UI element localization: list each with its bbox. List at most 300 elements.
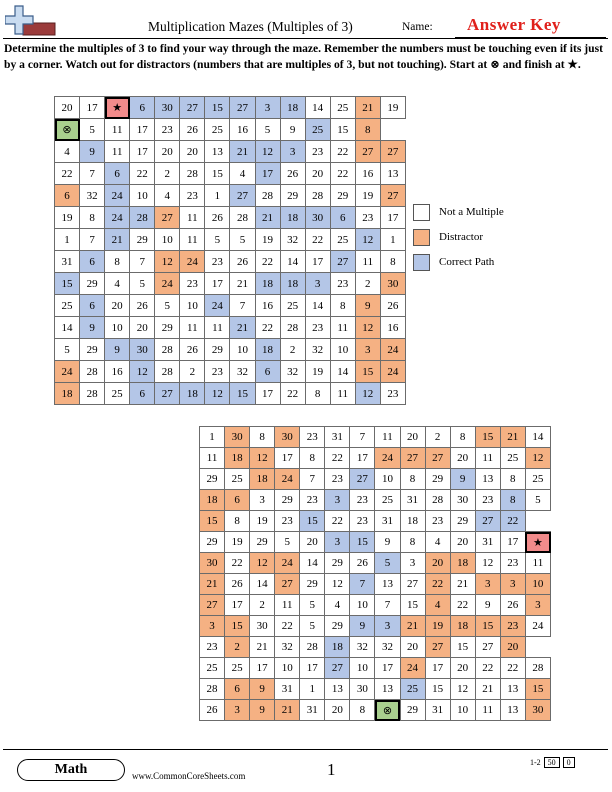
legend-item bbox=[413, 204, 583, 220]
maze-cell: 3 bbox=[475, 574, 500, 595]
maze-cell: 6 bbox=[80, 295, 105, 317]
maze-cell: 32 bbox=[350, 637, 375, 658]
score-total: 50 bbox=[544, 757, 560, 768]
maze-cell: 30 bbox=[380, 273, 405, 295]
maze-cell: 14 bbox=[250, 574, 275, 595]
maze-cell: 18 bbox=[325, 637, 350, 658]
maze-cell: 32 bbox=[375, 637, 400, 658]
maze-cell: 12 bbox=[355, 229, 380, 251]
maze-cell: 9 bbox=[375, 532, 400, 553]
maze-cell: 12 bbox=[250, 553, 275, 574]
maze-cell: 15 bbox=[205, 97, 230, 119]
maze-cell: 3 bbox=[250, 490, 275, 511]
maze-cell: 8 bbox=[400, 469, 425, 490]
maze-cell: 28 bbox=[230, 207, 255, 229]
start-cell: ⊗ bbox=[55, 119, 80, 141]
maze-cell: 6 bbox=[105, 163, 130, 185]
maze-cell: 24 bbox=[180, 251, 205, 273]
maze-cell: 10 bbox=[130, 185, 155, 207]
maze-cell: 29 bbox=[130, 229, 155, 251]
maze-cell: 24 bbox=[400, 658, 425, 679]
maze-cell: 15 bbox=[225, 616, 250, 637]
subject-badge: Math bbox=[17, 759, 125, 781]
maze-cell: 17 bbox=[425, 658, 450, 679]
maze-cell: 20 bbox=[500, 637, 525, 658]
maze-cell: 6 bbox=[55, 185, 80, 207]
maze-cell: 22 bbox=[280, 383, 305, 405]
maze-cell: 15 bbox=[55, 273, 80, 295]
maze-cell: 3 bbox=[200, 616, 225, 637]
maze-cell: 8 bbox=[330, 295, 355, 317]
maze-cell: 22 bbox=[500, 511, 525, 532]
maze-cell: 8 bbox=[350, 700, 375, 721]
maze-cell: 29 bbox=[450, 511, 475, 532]
finish-star-cell: ★ bbox=[105, 97, 130, 119]
maze-cell: 19 bbox=[305, 361, 330, 383]
maze-cell: 5 bbox=[55, 339, 80, 361]
legend-swatch bbox=[413, 254, 430, 271]
maze-cell: 18 bbox=[180, 383, 205, 405]
maze-row bbox=[200, 658, 551, 679]
maze-cell: 18 bbox=[280, 273, 305, 295]
maze-cell: 19 bbox=[425, 616, 450, 637]
maze-cell: 21 bbox=[255, 207, 280, 229]
maze-row bbox=[200, 616, 551, 637]
maze-cell: 26 bbox=[180, 339, 205, 361]
maze-cell: 21 bbox=[275, 700, 300, 721]
maze-cell: 16 bbox=[380, 317, 405, 339]
maze-cell: 25 bbox=[200, 658, 225, 679]
maze-cell: 25 bbox=[400, 679, 425, 700]
maze-cell: 17 bbox=[80, 97, 105, 119]
maze-cell: 9 bbox=[80, 317, 105, 339]
maze-cell: 22 bbox=[450, 595, 475, 616]
start-cell: ⊗ bbox=[375, 700, 400, 721]
maze-cell: 10 bbox=[525, 574, 550, 595]
legend-swatch bbox=[413, 204, 430, 221]
maze-cell: 10 bbox=[350, 658, 375, 679]
maze-cell: 30 bbox=[155, 97, 180, 119]
maze-cell: 17 bbox=[205, 273, 230, 295]
maze-cell: 26 bbox=[180, 119, 205, 141]
maze-cell: 10 bbox=[105, 317, 130, 339]
maze-cell: 26 bbox=[280, 163, 305, 185]
maze-cell: 11 bbox=[105, 141, 130, 163]
maze-cell: 18 bbox=[55, 383, 80, 405]
maze-row bbox=[200, 595, 551, 616]
maze-cell: 31 bbox=[55, 251, 80, 273]
maze-cell: 22 bbox=[330, 141, 355, 163]
maze-cell: 10 bbox=[275, 658, 300, 679]
maze-row bbox=[200, 511, 551, 532]
maze-cell: 25 bbox=[330, 229, 355, 251]
maze-cell: 18 bbox=[255, 273, 280, 295]
maze-cell: 17 bbox=[380, 207, 405, 229]
maze-cell: 27 bbox=[155, 383, 180, 405]
maze-cell: 10 bbox=[330, 339, 355, 361]
maze-cell: 11 bbox=[330, 317, 355, 339]
maze-cell: 29 bbox=[155, 317, 180, 339]
maze-cell: 2 bbox=[155, 163, 180, 185]
maze-cell: 31 bbox=[275, 679, 300, 700]
maze-cell: 29 bbox=[250, 532, 275, 553]
maze-cell: 8 bbox=[355, 119, 380, 141]
maze-cell: 14 bbox=[305, 295, 330, 317]
maze-cell: 17 bbox=[130, 119, 155, 141]
maze-row bbox=[55, 361, 406, 383]
maze-cell: 24 bbox=[380, 361, 405, 383]
maze-cell: 21 bbox=[230, 273, 255, 295]
maze-cell: 23 bbox=[300, 427, 325, 448]
maze-cell: 26 bbox=[230, 251, 255, 273]
maze-cell: 30 bbox=[225, 427, 250, 448]
maze-cell: 22 bbox=[500, 658, 525, 679]
maze-cell: 23 bbox=[305, 317, 330, 339]
maze-cell: 19 bbox=[225, 532, 250, 553]
maze-cell: 20 bbox=[105, 295, 130, 317]
maze-cell: 31 bbox=[325, 427, 350, 448]
maze-cell: 11 bbox=[180, 207, 205, 229]
maze-cell: 24 bbox=[205, 295, 230, 317]
legend-item bbox=[413, 254, 583, 270]
maze-row bbox=[55, 163, 406, 185]
maze-cell: 3 bbox=[500, 574, 525, 595]
maze-cell: 23 bbox=[300, 490, 325, 511]
maze-cell: 27 bbox=[400, 574, 425, 595]
maze-row bbox=[200, 532, 551, 553]
maze-cell: 23 bbox=[425, 511, 450, 532]
maze-cell: 21 bbox=[230, 141, 255, 163]
maze-cell: 10 bbox=[180, 295, 205, 317]
maze-cell: 23 bbox=[380, 383, 405, 405]
maze-cell: 23 bbox=[500, 553, 525, 574]
maze-row bbox=[55, 273, 406, 295]
maze-cell: 21 bbox=[400, 616, 425, 637]
math-plus-logo bbox=[5, 4, 57, 38]
maze-cell: 17 bbox=[225, 595, 250, 616]
maze-cell: 2 bbox=[280, 339, 305, 361]
maze-cell: 28 bbox=[155, 339, 180, 361]
maze-cell: 13 bbox=[325, 679, 350, 700]
maze-cell: 4 bbox=[155, 185, 180, 207]
maze-cell: 13 bbox=[205, 141, 230, 163]
maze-cell: 3 bbox=[355, 339, 380, 361]
maze-cell: 12 bbox=[130, 361, 155, 383]
maze-cell: 29 bbox=[425, 469, 450, 490]
legend-item bbox=[413, 229, 583, 245]
maze-row bbox=[55, 383, 406, 405]
maze-cell: 23 bbox=[500, 616, 525, 637]
maze-cell: 15 bbox=[525, 679, 550, 700]
maze-cell: 28 bbox=[425, 490, 450, 511]
maze-cell: 5 bbox=[130, 273, 155, 295]
maze-cell: 32 bbox=[280, 361, 305, 383]
maze-cell: 25 bbox=[225, 658, 250, 679]
maze-cell: 8 bbox=[80, 207, 105, 229]
maze-cell: 30 bbox=[200, 553, 225, 574]
maze-cell: 5 bbox=[375, 553, 400, 574]
maze-cell: 26 bbox=[205, 207, 230, 229]
maze-cell: 27 bbox=[380, 185, 405, 207]
maze-cell: 22 bbox=[255, 317, 280, 339]
maze-cell: 29 bbox=[325, 553, 350, 574]
maze-cell: 10 bbox=[375, 469, 400, 490]
maze-cell: 26 bbox=[500, 595, 525, 616]
maze-cell: 17 bbox=[255, 383, 280, 405]
maze-cell: 24 bbox=[155, 273, 180, 295]
maze-cell: 29 bbox=[400, 700, 425, 721]
maze-cell: 25 bbox=[55, 295, 80, 317]
maze-cell: 18 bbox=[250, 469, 275, 490]
maze-cell: 22 bbox=[325, 448, 350, 469]
maze-row bbox=[200, 490, 551, 511]
maze-cell: 25 bbox=[225, 469, 250, 490]
maze-cell: 2 bbox=[355, 273, 380, 295]
score-value: 0 bbox=[563, 757, 575, 768]
maze-cell: 26 bbox=[380, 295, 405, 317]
maze-cell: 15 bbox=[300, 511, 325, 532]
maze-cell: 22 bbox=[130, 163, 155, 185]
maze-cell: 13 bbox=[380, 163, 405, 185]
maze-cell: 12 bbox=[250, 448, 275, 469]
maze-cell: 16 bbox=[105, 361, 130, 383]
answer-key-label: Answer Key bbox=[467, 15, 561, 34]
maze-cell: 1 bbox=[205, 185, 230, 207]
maze-cell: 21 bbox=[105, 229, 130, 251]
maze-cell: 10 bbox=[155, 229, 180, 251]
maze-cell: 8 bbox=[225, 511, 250, 532]
maze-cell: 11 bbox=[200, 448, 225, 469]
maze-cell: 6 bbox=[80, 251, 105, 273]
legend-label: Distractor bbox=[439, 231, 483, 243]
maze-cell: 32 bbox=[80, 185, 105, 207]
maze-cell: 3 bbox=[400, 553, 425, 574]
maze-cell: 3 bbox=[325, 532, 350, 553]
maze-row bbox=[55, 185, 406, 207]
maze-cell: 4 bbox=[230, 163, 255, 185]
maze-cell: 30 bbox=[130, 339, 155, 361]
maze-cell: 17 bbox=[300, 658, 325, 679]
maze-cell: 20 bbox=[400, 427, 425, 448]
maze-cell: 23 bbox=[330, 273, 355, 295]
score-range: 1-2 bbox=[530, 758, 541, 767]
maze-cell: 29 bbox=[280, 185, 305, 207]
maze-cell: 6 bbox=[225, 490, 250, 511]
maze-cell: 13 bbox=[500, 679, 525, 700]
maze-cell: 14 bbox=[280, 251, 305, 273]
maze-cell: 15 bbox=[205, 163, 230, 185]
maze-cell: 18 bbox=[280, 97, 305, 119]
maze-cell: 9 bbox=[250, 700, 275, 721]
maze-cell: 20 bbox=[450, 448, 475, 469]
maze-cell: 20 bbox=[55, 97, 80, 119]
maze-cell: 7 bbox=[80, 229, 105, 251]
maze-cell: 25 bbox=[205, 119, 230, 141]
maze-cell: 29 bbox=[325, 616, 350, 637]
maze-cell: 28 bbox=[80, 383, 105, 405]
maze-cell: 19 bbox=[55, 207, 80, 229]
maze-cell: 25 bbox=[105, 383, 130, 405]
worksheet-title: Multiplication Mazes (Multiples of 3) bbox=[148, 19, 353, 34]
maze-cell: 4 bbox=[325, 595, 350, 616]
maze-cell: 13 bbox=[475, 469, 500, 490]
maze-cell: 14 bbox=[305, 97, 330, 119]
maze-cell: 30 bbox=[350, 679, 375, 700]
maze-cell: 28 bbox=[300, 637, 325, 658]
maze-2 bbox=[199, 426, 551, 721]
maze-cell: 9 bbox=[355, 295, 380, 317]
maze-row bbox=[55, 317, 406, 339]
maze-cell: 19 bbox=[250, 511, 275, 532]
site-url: www.CommonCoreSheets.com bbox=[132, 771, 246, 781]
maze-cell: 17 bbox=[305, 251, 330, 273]
maze-cell: 7 bbox=[230, 295, 255, 317]
maze-cell: 30 bbox=[305, 207, 330, 229]
maze-cell: 31 bbox=[375, 511, 400, 532]
maze-cell: 12 bbox=[475, 553, 500, 574]
maze-cell: 24 bbox=[105, 185, 130, 207]
maze-cell: 4 bbox=[425, 595, 450, 616]
maze-cell: 27 bbox=[230, 185, 255, 207]
maze-cell: 20 bbox=[450, 658, 475, 679]
maze-cell: 5 bbox=[275, 532, 300, 553]
maze-cell: 24 bbox=[380, 339, 405, 361]
maze-cell: 17 bbox=[255, 163, 280, 185]
maze-cell: 27 bbox=[425, 637, 450, 658]
maze-cell: 7 bbox=[130, 251, 155, 273]
maze-cell: 29 bbox=[330, 185, 355, 207]
maze-cell: 4 bbox=[105, 273, 130, 295]
maze-cell: 25 bbox=[330, 97, 355, 119]
maze-cell: 29 bbox=[275, 490, 300, 511]
maze-cell: 2 bbox=[250, 595, 275, 616]
maze-cell: 23 bbox=[205, 251, 230, 273]
maze-cell: 18 bbox=[400, 511, 425, 532]
maze-cell: 14 bbox=[330, 361, 355, 383]
maze-cell: 8 bbox=[400, 532, 425, 553]
maze-row bbox=[200, 637, 551, 658]
maze-cell: 23 bbox=[180, 185, 205, 207]
maze-cell: 15 bbox=[355, 361, 380, 383]
maze-cell: 5 bbox=[155, 295, 180, 317]
maze-cell: 12 bbox=[205, 383, 230, 405]
maze-cell: 3 bbox=[525, 595, 550, 616]
maze-cell: 14 bbox=[300, 553, 325, 574]
maze-cell: 11 bbox=[475, 700, 500, 721]
maze-cell: 18 bbox=[225, 448, 250, 469]
maze-cell: 15 bbox=[350, 532, 375, 553]
maze-cell: 5 bbox=[525, 490, 550, 511]
maze-cell: 20 bbox=[305, 163, 330, 185]
legend-swatch bbox=[413, 229, 430, 246]
maze-cell: 15 bbox=[200, 511, 225, 532]
maze-cell: 25 bbox=[375, 490, 400, 511]
maze-cell: 22 bbox=[330, 163, 355, 185]
maze-cell: 19 bbox=[380, 97, 405, 119]
maze-cell: 15 bbox=[330, 119, 355, 141]
maze-cell: 20 bbox=[325, 700, 350, 721]
maze-cell: 2 bbox=[225, 637, 250, 658]
maze-cell: 1 bbox=[300, 679, 325, 700]
maze-cell: 6 bbox=[130, 383, 155, 405]
maze-cell: 27 bbox=[200, 595, 225, 616]
maze-cell: 9 bbox=[280, 119, 305, 141]
maze-cell: 23 bbox=[355, 207, 380, 229]
maze-cell: 18 bbox=[450, 553, 475, 574]
maze-cell: 26 bbox=[225, 574, 250, 595]
maze-cell: 11 bbox=[375, 427, 400, 448]
legend-label: Correct Path bbox=[439, 256, 495, 268]
maze-cell: 3 bbox=[280, 141, 305, 163]
maze-cell: 17 bbox=[350, 448, 375, 469]
maze-cell: 22 bbox=[425, 574, 450, 595]
maze-cell: 29 bbox=[200, 469, 225, 490]
maze-cell: 4 bbox=[55, 141, 80, 163]
maze-cell: 20 bbox=[155, 141, 180, 163]
maze-cell: 16 bbox=[255, 295, 280, 317]
maze-cell: 7 bbox=[375, 595, 400, 616]
maze-cell: 27 bbox=[330, 251, 355, 273]
maze-row bbox=[55, 119, 406, 141]
maze-row bbox=[55, 295, 406, 317]
maze-cell: 8 bbox=[500, 469, 525, 490]
maze-cell: 19 bbox=[355, 185, 380, 207]
maze-cell: 30 bbox=[450, 490, 475, 511]
maze-cell: 29 bbox=[80, 339, 105, 361]
maze-cell: 7 bbox=[300, 469, 325, 490]
maze-cell: 9 bbox=[105, 339, 130, 361]
maze-cell: 8 bbox=[500, 490, 525, 511]
maze-cell: 25 bbox=[525, 469, 550, 490]
maze-cell: 9 bbox=[250, 679, 275, 700]
maze-cell: 23 bbox=[200, 637, 225, 658]
maze-cell: 28 bbox=[180, 163, 205, 185]
maze-cell: 22 bbox=[255, 251, 280, 273]
maze-cell: 27 bbox=[180, 97, 205, 119]
maze-cell: 26 bbox=[200, 700, 225, 721]
maze-cell: 25 bbox=[305, 119, 330, 141]
maze-row bbox=[200, 700, 551, 721]
maze-cell: 13 bbox=[375, 574, 400, 595]
maze-cell: 17 bbox=[250, 658, 275, 679]
maze-cell: 21 bbox=[500, 427, 525, 448]
maze-row bbox=[55, 339, 406, 361]
maze-cell: 17 bbox=[375, 658, 400, 679]
maze-cell: 27 bbox=[355, 141, 380, 163]
maze-row bbox=[200, 574, 551, 595]
maze-cell: 32 bbox=[280, 229, 305, 251]
maze-cell: 17 bbox=[130, 141, 155, 163]
maze-cell: 32 bbox=[305, 339, 330, 361]
maze-cell: 31 bbox=[425, 700, 450, 721]
finish-star-cell: ★ bbox=[525, 532, 550, 553]
maze-cell: 21 bbox=[450, 574, 475, 595]
maze-cell: 1 bbox=[200, 427, 225, 448]
maze-cell: 20 bbox=[180, 141, 205, 163]
maze-cell: 11 bbox=[275, 595, 300, 616]
maze-cell: 22 bbox=[325, 511, 350, 532]
maze-cell: 29 bbox=[80, 273, 105, 295]
maze-cell: 6 bbox=[130, 97, 155, 119]
maze-cell: 14 bbox=[55, 317, 80, 339]
maze-cell: 9 bbox=[80, 141, 105, 163]
maze-cell: 3 bbox=[255, 97, 280, 119]
maze-cell: 28 bbox=[130, 207, 155, 229]
maze-cell: 3 bbox=[305, 273, 330, 295]
maze-cell: 5 bbox=[80, 119, 105, 141]
maze-cell: 21 bbox=[475, 679, 500, 700]
maze-cell: 8 bbox=[305, 383, 330, 405]
